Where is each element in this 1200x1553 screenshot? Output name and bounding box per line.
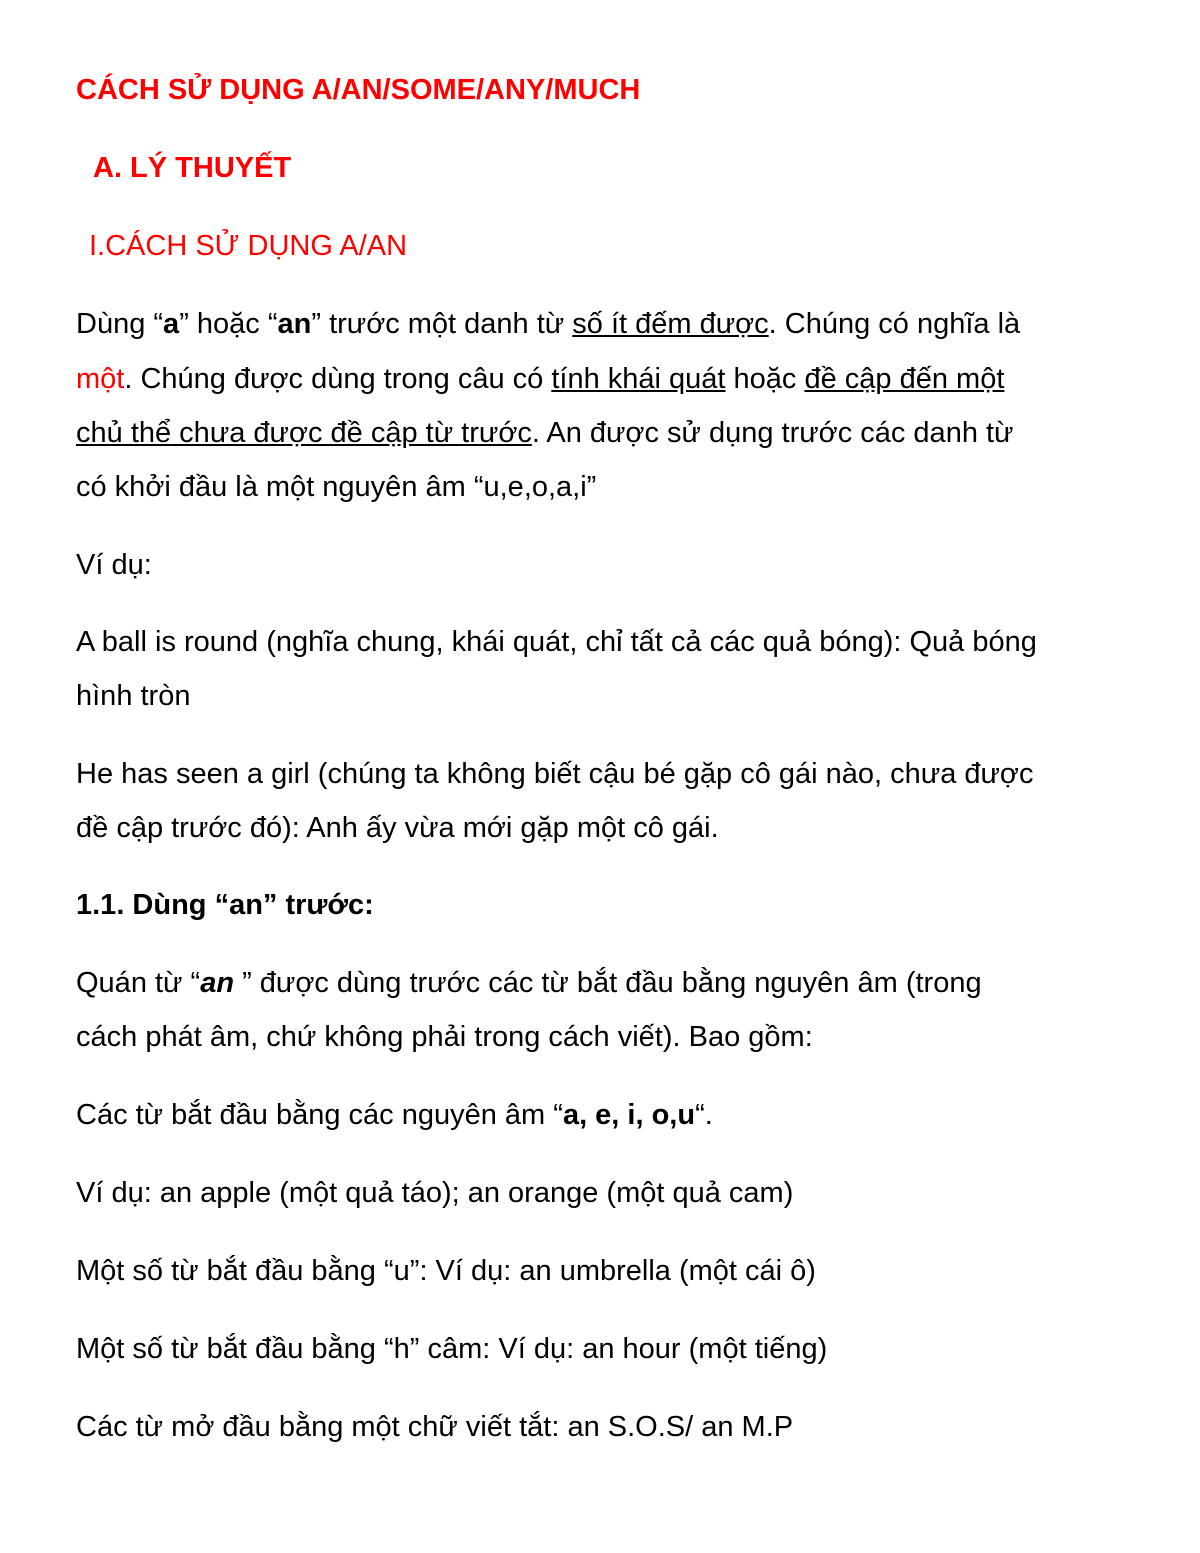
section-i-heading: I.CÁCH SỬ DỤNG A/AN	[89, 230, 408, 262]
underlined-phrase: chủ thể chưa được đề cập từ trước	[76, 417, 532, 449]
example-1-line-1: A ball is round (nghĩa chung, khái quát, chỉ tất cả các quả bóng): Quả bóng	[76, 626, 1037, 658]
paragraph-1-line-2	[76, 361, 1004, 397]
text: ” hoặc “	[179, 308, 278, 340]
paragraph-1-line-1	[76, 306, 1020, 342]
section-a-heading: A. LÝ THUYẾT	[93, 152, 292, 184]
text: . An được sử dụng trước các danh từ	[531, 417, 1014, 449]
bold-italic-an: an	[200, 967, 235, 999]
paragraph-3	[76, 1097, 713, 1133]
example-label: Ví dụ:	[76, 549, 152, 581]
example-2-line-1: He has seen a girl (chúng ta không biết cậu bé gặp cô gái nào, chưa được	[76, 758, 1034, 790]
paragraph-2-line-2: cách phát âm, chứ không phải trong cách viết). Bao gồm:	[76, 1021, 813, 1053]
text: ” trước một danh từ	[311, 308, 573, 340]
red-word-mot: một	[76, 363, 125, 395]
example-3: Ví dụ: an apple (một quả táo); an orange (một quả cam)	[76, 1177, 794, 1209]
bold-vowels: a, e, i, o,u	[562, 1099, 696, 1131]
example-2-line-2: đề cập trước đó): Anh ấy vừa mới gặp một cô gái.	[76, 812, 719, 844]
text: hoặc	[725, 363, 805, 395]
bold-an: an	[277, 308, 312, 340]
text: . Chúng được dùng trong câu có	[124, 363, 552, 395]
doc-title: CÁCH SỬ DỤNG A/AN/SOME/ANY/MUCH	[76, 74, 641, 106]
underlined-phrase: đề cập đến một	[804, 363, 1005, 395]
paragraph-1-line-4: có khởi đầu là một nguyên âm “u,e,o,a,i”	[76, 471, 597, 503]
subheading-1-1: 1.1. Dùng “an” trước:	[76, 889, 374, 921]
example-5: Một số từ bắt đầu bằng “h” câm: Ví dụ: an hour (một tiếng)	[76, 1333, 828, 1365]
underlined-phrase: tính khái quát	[551, 363, 726, 395]
bold-a: a	[163, 308, 180, 340]
example-4: Một số từ bắt đầu bằng “u”: Ví dụ: an umbrella (một cái ô)	[76, 1255, 816, 1287]
text: . Chúng có nghĩa là	[768, 308, 1021, 340]
text: Các từ bắt đầu bằng các nguyên âm “	[76, 1099, 563, 1131]
text: “.	[695, 1099, 713, 1131]
text: Quán từ “	[76, 967, 201, 999]
example-1-line-2: hình tròn	[76, 680, 191, 712]
example-6: Các từ mở đầu bằng một chữ viết tắt: an S.O.S/ an M.P	[76, 1411, 794, 1443]
underlined-phrase: số ít đếm được	[572, 308, 769, 340]
paragraph-2-line-1	[76, 965, 982, 1001]
text: ” được dùng trước các từ bắt đầu bằng nguyên âm (trong	[234, 967, 982, 999]
paragraph-1-line-3	[76, 415, 1013, 451]
text: Dùng “	[76, 308, 164, 340]
